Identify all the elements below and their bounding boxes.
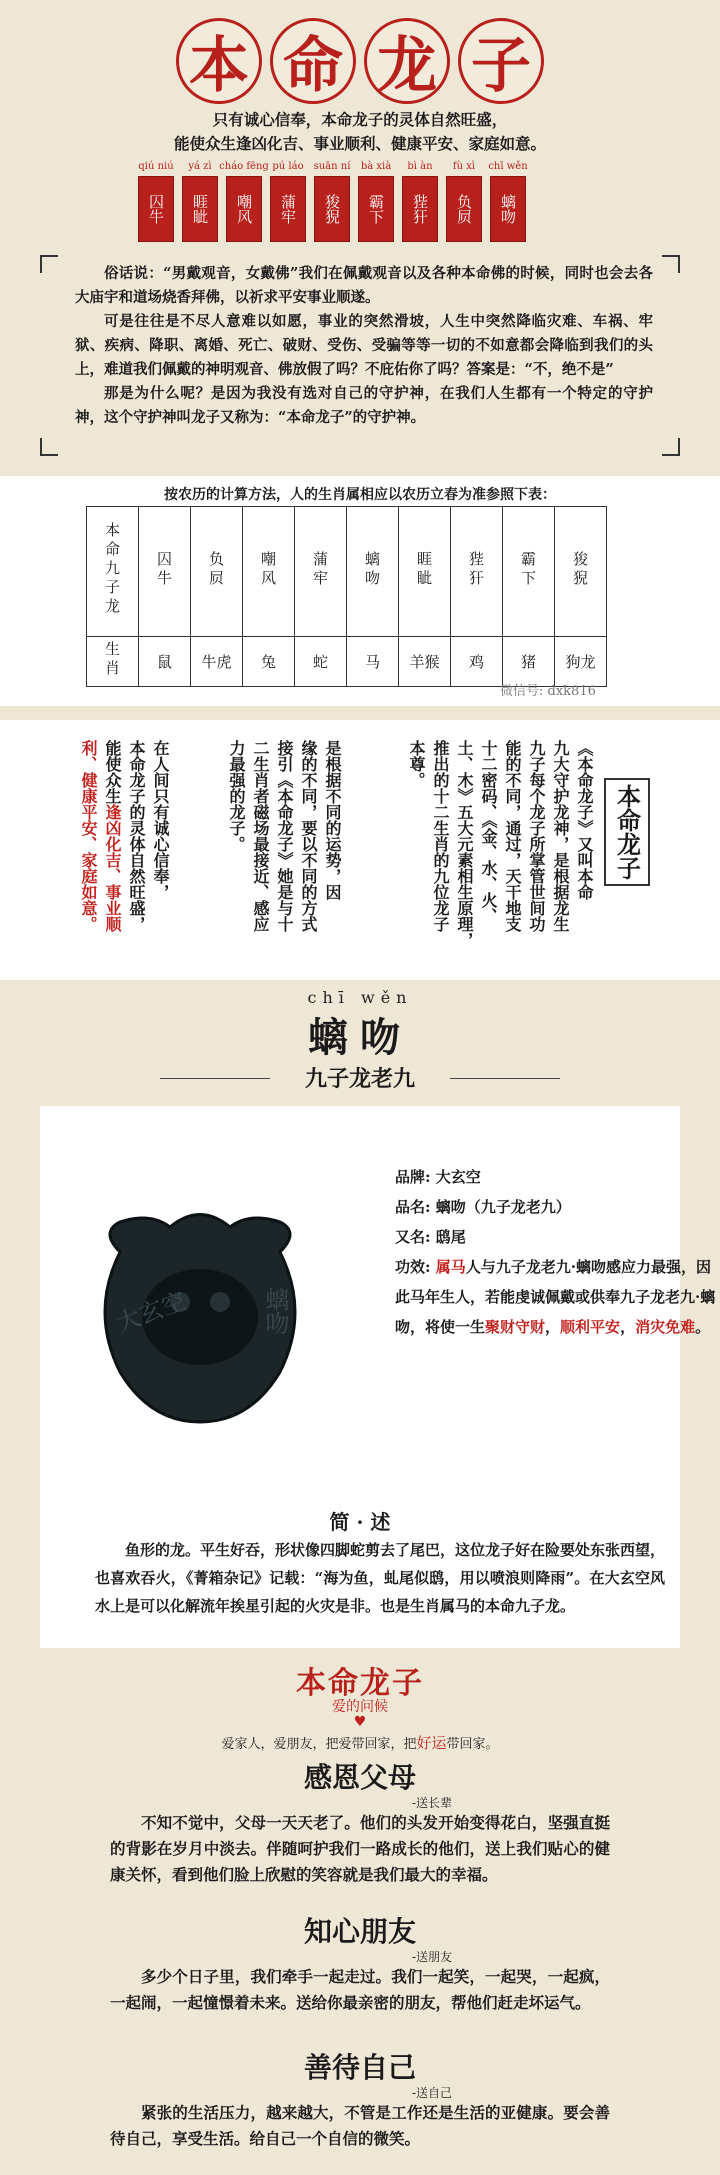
vertical-column: 能的不同，通过，天干地支	[503, 740, 522, 932]
table-cell	[243, 507, 295, 637]
chiwen-subtitle: 九子龙老九	[304, 1066, 415, 1092]
table-cell	[399, 507, 451, 637]
zodiac-cell: 牛虎	[191, 637, 243, 687]
table-title: 按农历的计算方法，人的生肖属相应以农历立春为准参照下表：	[164, 487, 556, 503]
dragon-cell: 负屃	[207, 550, 225, 589]
effect-text: 人与九子龙老九·螭吻感应力最强，因此马年生人，若能虔诚佩戴或供奉九子龙老九·螭吻，将使一生	[395, 1258, 716, 1336]
zodiac-cell: 猪	[503, 637, 555, 687]
pendant-image	[80, 1192, 320, 1432]
vertical-column: 缘的不同，要以不同的方式	[299, 740, 318, 932]
dragon-card	[182, 160, 218, 242]
table-row	[87, 507, 607, 637]
vertical-column: 《本命龙子》又叫本命	[575, 740, 594, 900]
dragon-card	[402, 160, 438, 242]
table-cell	[451, 507, 503, 637]
dragon-card	[446, 160, 482, 242]
dragon-pinyin: yá zì	[188, 161, 212, 172]
dragon-card	[270, 160, 306, 242]
corner-bracket	[662, 255, 680, 273]
table-header-label: 本命九子龙	[103, 522, 121, 617]
zodiac-cell: 马	[347, 637, 399, 687]
product-info	[395, 1162, 720, 1342]
vertical-text-red: 逢凶化吉、事业顺	[103, 804, 122, 932]
section-title: 知心朋友	[303, 1915, 416, 1948]
table-cell	[555, 507, 607, 637]
table-cell	[503, 507, 555, 637]
intro-line: 只有诚心信奉，本命龙子的灵体自然旺盛，	[212, 110, 508, 129]
section-body: 紧张的生活压力，越来越大，不管是工作还是生活的亚健康。要会善待自己，享受生活。给自己一个自信的微笑。	[110, 2103, 610, 2148]
dragon-card	[358, 160, 394, 242]
dragon-pinyin: bì àn	[407, 161, 433, 172]
table-cell	[191, 507, 243, 637]
vertical-column: 九子每个龙子所掌管世间功	[527, 740, 546, 932]
chiwen-pinyin: chī wěn	[307, 988, 413, 1007]
zodiac-table	[86, 506, 607, 687]
name-row	[395, 1192, 720, 1222]
pendant-inscription: 大玄空	[112, 1286, 190, 1338]
effect-highlight: 顺利平安	[560, 1318, 621, 1336]
heart-icon: ♥	[353, 1714, 367, 1730]
dragon-pinyin: suān ní	[313, 161, 351, 172]
alias-row	[395, 1222, 720, 1252]
dragon-name: 狻猊	[314, 176, 350, 242]
effect-text: 。	[695, 1318, 711, 1336]
effect-row	[395, 1252, 720, 1342]
zodiac-cell: 狗龙	[555, 637, 607, 687]
pendant-inscription: 螭吻	[261, 1287, 289, 1335]
zodiac-table-card	[0, 476, 720, 706]
corner-bracket	[662, 438, 680, 456]
greeting-title: 本命龙子	[296, 1666, 424, 1701]
alias-value: 鸱尾	[435, 1228, 466, 1246]
description-text: 鱼形的龙。平生好吞，形状像四脚蛇剪去了尾巴，这位龙子好在险要处东张西望，也喜欢吞火，《菁箱杂记》记载：“海为鱼，虬尾似鸱，用以喷浪则降雨”。在大玄空风水上是可以化解流年挨星引起的火灾是非。也是生肖属马的本命九子龙。	[95, 1541, 666, 1615]
vertical-column: 本尊。	[407, 740, 426, 788]
paragraph: 俗话说：“男戴观音，女戴佛”我们在佩戴观音以及各种本命佛的时候，同时也会去各大庙宇和道场烧香拜佛，以祈求平安事业顺遂。	[75, 265, 653, 306]
dragon-card	[219, 160, 269, 242]
name-label: 品名:	[395, 1198, 431, 1216]
dragon-name: 蒲牢	[270, 176, 306, 242]
title-char: 子	[458, 18, 544, 104]
table-cell	[295, 507, 347, 637]
table-row	[87, 637, 607, 687]
section-body: 不知不觉中，父母一天天老了。他们的头发开始变得花白，坚强直挺的背影在岁月中淡去。伴随呵护我们一路成长的他们，送上我们贴心的健康关怀，看到他们脸上欣慰的笑容就是我们最大的幸福。	[110, 1813, 610, 1884]
table-header-cell	[87, 637, 139, 687]
dragon-pinyin: chī wěn	[488, 161, 528, 172]
vertical-title: 本命龙子	[604, 778, 650, 886]
brand-value: 大玄空	[435, 1168, 481, 1186]
greeting-text: 爱家人，爱朋友，把爱带回家，把	[221, 1737, 417, 1752]
zodiac-cell: 蛇	[295, 637, 347, 687]
greeting-highlight: 好运	[416, 1734, 447, 1752]
dragon-cell: 螭吻	[363, 550, 381, 589]
greeting-line	[0, 1732, 720, 1753]
chiwen-title: 螭吻	[308, 1014, 412, 1061]
zodiac-cell: 羊猴	[399, 637, 451, 687]
vertical-column: 接引《本命龙子》她是与十	[275, 740, 294, 932]
effect-highlight: 属马	[435, 1258, 466, 1276]
zodiac-cell: 鸡	[451, 637, 503, 687]
dragon-card	[490, 160, 526, 242]
dragon-cell: 睚眦	[415, 550, 433, 589]
effect-highlight: 消灾免难	[635, 1318, 696, 1336]
vertical-column: 本命龙子的灵体自然旺盛，	[127, 740, 146, 932]
paragraph: 可是往往是不尽人意难以如愿，事业的突然滑坡，人生中突然降临灾难、车祸、牢狱、疾病、降职、离婚、死亡、破财、受伤、受骗等等一切的不如意都会降临到我们的头上，难道我们佩戴的神明观音、佛放假了吗？不庇佑你了吗？答案是：“不，绝不是”	[75, 313, 653, 378]
wechat-watermark: 微信号: dxk816	[500, 684, 596, 699]
vertical-text: 能使众生	[103, 740, 122, 804]
vertical-column: 九大守护龙神，是根据龙生	[551, 740, 570, 932]
dragon-name: 螭吻	[490, 176, 526, 242]
name-value: 螭吻（九子龙老九）	[435, 1198, 571, 1216]
dragon-cell: 狴犴	[467, 550, 485, 589]
section-title: 感恩父母	[303, 1761, 416, 1794]
table-cell	[139, 507, 191, 637]
vertical-column: 利、健康平安、家庭如意。	[79, 740, 98, 932]
dragon-name: 嘲风	[226, 176, 262, 242]
dragon-name: 睚眦	[182, 176, 218, 242]
vertical-column: 十二密码、《金、水、火、	[479, 740, 498, 924]
intro-paragraphs	[75, 262, 653, 430]
product-card	[40, 1106, 716, 1648]
section-subtitle: -送自己	[412, 2086, 453, 2100]
title-char: 命	[270, 18, 356, 104]
dragon-cell: 嘲风	[259, 550, 277, 589]
dragon-pinyin: pú láo	[272, 161, 304, 172]
section-subtitle: -送朋友	[412, 1950, 453, 1964]
paragraph: 那是为什么呢？是因为我没有选对自己的守护神，在我们人生都有一个特定的守护神，这个守护神叫龙子又称为：“本命龙子”的守护神。	[75, 385, 653, 426]
brand-row	[395, 1162, 720, 1192]
intro-text	[0, 108, 720, 156]
greeting-text: 带回家。	[446, 1737, 499, 1752]
dragon-pinyin: bà xià	[360, 161, 392, 172]
effect-highlight: 聚财守财	[485, 1318, 546, 1336]
zodiac-cell: 鼠	[139, 637, 191, 687]
dragon-pinyin: cháo fēng	[219, 161, 269, 172]
section-title: 善待自己	[303, 2051, 416, 2084]
section-body: 多少个日子里，我们牵手一起走过。我们一起笑，一起哭，一起疯，一起闹，一起憧憬着未来。送给你最亲密的朋友，帮他们赶走坏运气。	[110, 1967, 610, 2012]
vertical-column	[100, 740, 124, 970]
title-char: 本	[176, 18, 262, 104]
table-header-cell	[87, 507, 139, 637]
dragon-eye	[210, 1292, 230, 1312]
dragon-cell: 狻猊	[571, 550, 589, 589]
dragon-name: 负屃	[446, 176, 482, 242]
dragon-name: 囚牛	[138, 176, 174, 242]
brand-label: 品牌:	[395, 1168, 431, 1186]
section-subtitle: -送长辈	[412, 1796, 453, 1810]
effect-text: ，	[620, 1318, 636, 1336]
intro-line: 能使众生逢凶化吉、事业顺利、健康平安、家庭如意。	[173, 134, 546, 153]
dragon-name: 霸下	[358, 176, 394, 242]
dragon-pinyin: qiú niú	[138, 161, 174, 172]
divider	[450, 1078, 560, 1079]
zodiac-label: 生肖	[103, 640, 121, 679]
corner-bracket	[40, 255, 58, 273]
dragon-list	[138, 160, 526, 242]
vertical-column: 二生肖者磁场最接近、感应	[251, 740, 270, 932]
dragon-cell: 蒲牢	[311, 550, 329, 589]
greeting-subtitle: 爱的问候	[332, 1699, 388, 1715]
table-cell	[347, 507, 399, 637]
zodiac-cell: 兔	[243, 637, 295, 687]
dragon-card	[314, 160, 350, 242]
vertical-column: 推出的十二生肖的九位龙子	[431, 740, 450, 932]
dragon-pinyin: fù xì	[452, 161, 476, 172]
dragon-cell: 囚牛	[155, 550, 173, 589]
dragon-card	[138, 160, 174, 242]
dragon-cell: 霸下	[519, 550, 537, 589]
title-char: 龙	[364, 18, 450, 104]
alias-label: 又名:	[395, 1228, 431, 1246]
effect-text: ，	[545, 1318, 561, 1336]
effect-label: 功效:	[395, 1258, 431, 1276]
dragon-name: 狴犴	[402, 176, 438, 242]
description-title: 简 · 述	[329, 1510, 391, 1534]
corner-bracket	[40, 438, 58, 456]
vertical-column: 土、木》五大元素相生原理，	[455, 740, 474, 948]
vertical-text-card	[0, 720, 720, 980]
vertical-column: 在人间只有诚心信奉，	[151, 740, 170, 900]
vertical-column: 力最强的龙子。	[227, 740, 246, 852]
vertical-column: 是根据不同的运势，因	[323, 740, 342, 900]
page-title	[0, 18, 720, 104]
